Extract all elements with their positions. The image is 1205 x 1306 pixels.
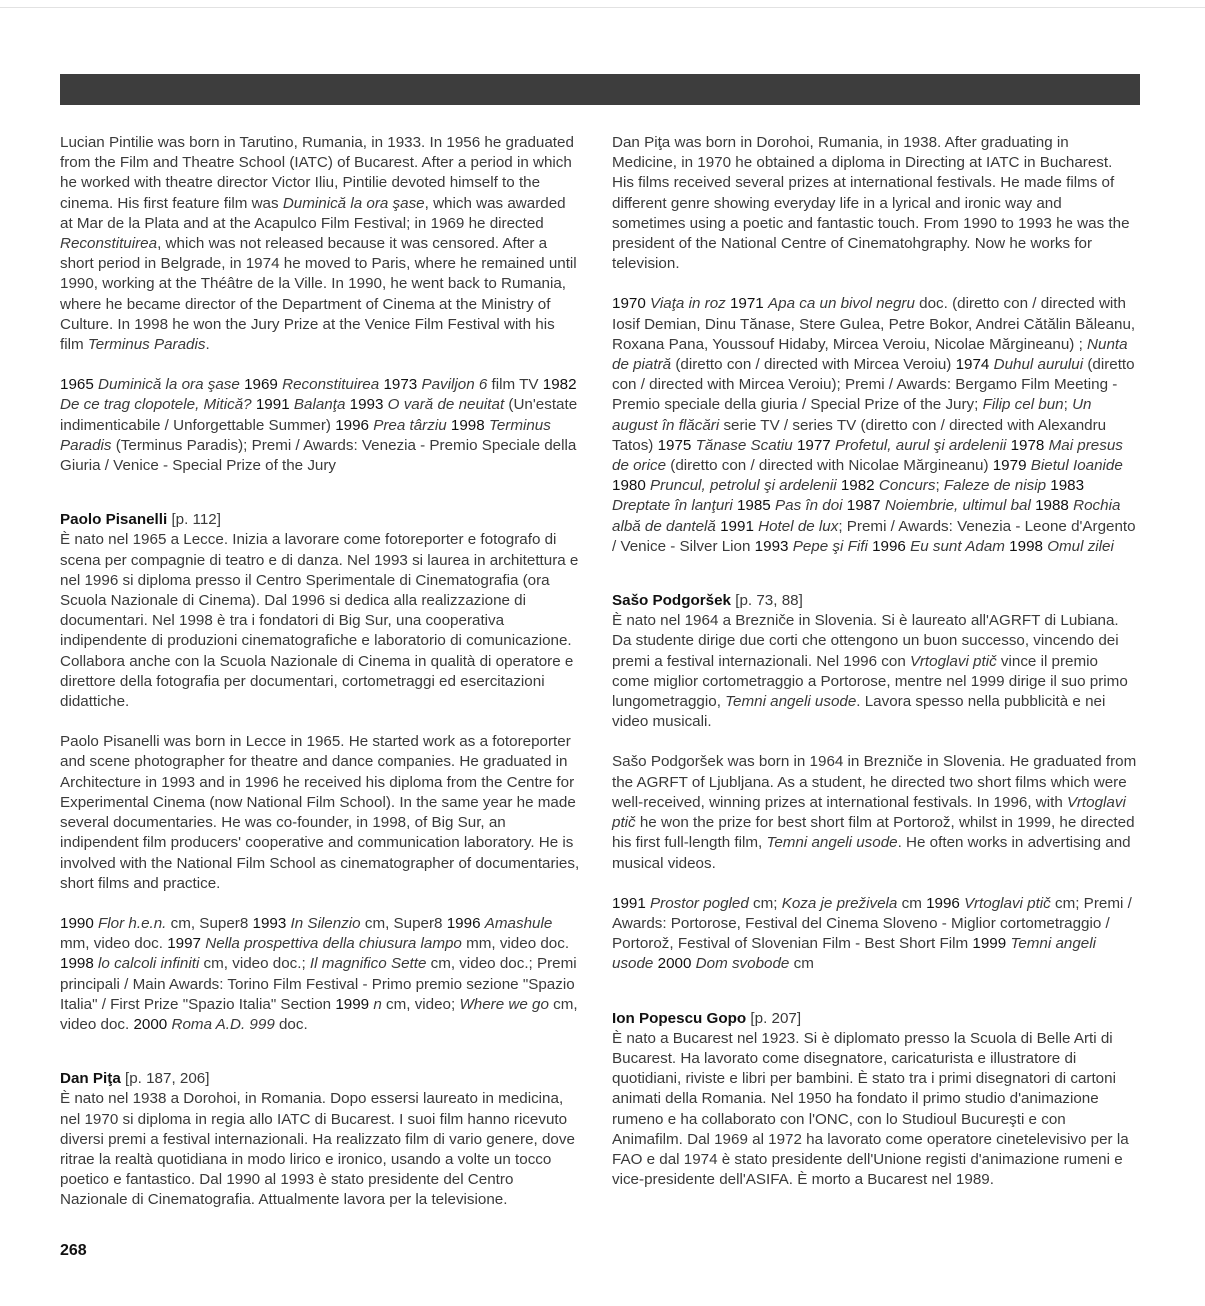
pita-bio-it: È nato nel 1938 a Dorohoi, in Romania. Dopo essersi laureato in medicina, nel 1970 si diploma in regia allo IATC di Bucarest. I suoi film hanno ricevuto diversi premi a festival internazionali. Ha realizzato film di vario genere, dove ritrae la realtà quotidiana in modo lirico e ironico, usando a volte un tocco poetico e fantastico. Dal 1990 al 1993 è stato presidente del Centro Nazionale di Cinematografia. Attualmente lavora per la televisione. — [60, 1090, 575, 1209]
director-name: Dan Piţa — [60, 1070, 121, 1088]
pisanelli-bio-it: È nato nel 1965 a Lecce. Inizia a lavorare come fotoreporter e fotografo di scena per compagnie di teatro e di danza. Nel 1993 si laurea in architettura e nel 1996 si diploma presso il Centro Sperimentale di Cinematografia (ora Scuola Nazionale di Cinema). Dal 1996 si dedica alla realizzazione di documentari. Nel 1998 è tra i fondatori di Big Sur, una cooperativa indipendente di produzioni cinematografiche e laboratorio di comunicazione. Collabora anche con la Scuola Nazionale di Cinema in qualità di operatore e direttore della fotografia per documentari, cortometraggi ed esercitazioni didattiche. — [60, 531, 579, 711]
pisanelli-bio-en: Paolo Pisanelli was born in Lecce in 1965. He started work as a fotoreporter and scene photographer for theatre and dance companies. He graduated in Architecture in 1993 and in 1996 he received his diploma from the Centre for Experimental Cinema (now National Film School). In the same year he made several documentaries. He was co-founder, in 1998, of Big Sur, an indipendent film producers' cooperative and communication laboratory. He is involved with the National Film School as cinematographer of documentaries, short films and practice. — [60, 733, 580, 892]
gopo-bio-it: È nato a Bucarest nel 1923. Si è diplomato presso la Scuola di Belle Arti di Bucarest. Ha lavorato come disegnatore, caricaturista e illustratore di quotidiani, riviste e libri per bambini. È stato tra i primi disegnatori di cartoni animati della Romania. Nel 1950 ha fondato il primo studio d'animazione rumeno e ha collaborato con l'ONC, con lo Studioul Bucureşti e con Animafilm. Dal 1969 al 1972 ha lavorato come operatore cinetelevisivo per la FAO e dal 1974 è stato presidente dell'Unione registi d'animazione rumeni e vice-presidente dell'ASIFA. È morto a Bucarest nel 1989. — [612, 1029, 1129, 1189]
page-reference: [p. 73, 88] — [735, 592, 803, 610]
page-reference: [p. 112] — [171, 511, 221, 529]
podgorsek-bio-en: Sašo Podgoršek was born in 1964 in Brezniče in Slovenia. He graduated from the AGRFT of Ljubljana. As a student, he directed two short films which were well-received, winning prizes at international festivals. In 1996, with Vrtoglavi ptič he won the prize for best short film at Portorož, whilst in 1999, he directed his first full-length film, Temni angeli usode. He often works in advertising and musical videos. — [612, 753, 1137, 872]
entry-heading-gopo — [612, 1009, 1137, 1029]
director-name: Sašo Podgoršek — [612, 592, 732, 610]
director-name: Paolo Pisanelli — [60, 511, 168, 529]
page-number: 268 — [60, 1242, 87, 1259]
pisanelli-filmography: 1990 Flor h.e.n. cm, Super8 1993 In Silenzio cm, Super8 1996 Amashule mm, video doc. 1997 Nella prospettiva della chiusura lampo mm, video doc. 1998 lo calcoli infiniti cm, video doc.; Il magnifico Sette cm, video doc.; Premi principali / Main Awards: Torino Film Festival - Primo premio sezione "Spazio Italia" / First Prize "Spazio Italia" Section 1999 n cm, video; Where we go cm, video doc. 2000 Roma A.D. 999 doc. — [60, 914, 578, 1033]
pita-bio-en: Dan Piţa was born in Dorohoi, Rumania, in 1938. After graduating in Medicine, in 1970 he obtained a diploma in Directing at IATC in Bucharest. His films received several prizes at international festivals. He made films of different genre showing everyday life in a lyrical and ironic way and sometimes using a poetic and fantastic touch. From 1990 to 1993 he was the president of the National Centre of Cinematohgraphy. Now he works for television. — [612, 134, 1130, 273]
left-column — [60, 133, 580, 1231]
page-reference: [p. 207] — [750, 1009, 802, 1027]
pintilie-filmography: 1965 Duminică la ora şase 1969 Reconstituirea 1973 Paviljon 6 film TV 1982 De ce trag clopotele, Mitică? 1991 Balanţa 1993 O vară de neuitat (Un'estate indimenticabile / Unforgettable Summer) 1996 Prea târziu 1998 Terminus Paradis (Terminus Paradis); Premi / Awards: Venezia - Premio Speciale della Giuria / Venice - Special Prize of the Jury — [60, 376, 578, 475]
entry-heading-podgorsek — [612, 591, 1137, 611]
page-top-rule — [0, 7, 1205, 8]
pintilie-bio-en: Lucian Pintilie was born in Tarutino, Rumania, in 1933. In 1956 he graduated from the Film and Theatre School (IATC) of Bucarest. After a period in which he worked with theatre director Victor Iliu, Pintilie devoted himself to the cinema. His first feature film was Duminică la ora şase, which was awarded at Mar de la Plata and at the Acapulco Film Festival; in 1969 he directed Reconstituirea, which was not released because it was censored. After a short period in Belgrade, in 1974 he moved to Paris, where he remained until 1990, working at the Théâtre de la Ville. In 1990, he went back to Rumania, where he became director of the Department of Cinema at the Ministry of Culture. In 1998 he won the Jury Prize at the Venice Film Festival with his film Terminus Paradis. — [60, 134, 577, 354]
entry-heading-pita — [60, 1069, 580, 1089]
pita-filmography: 1970 Viaţa in roz 1971 Apa ca un bivol negru doc. (diretto con / directed with Iosif Demian, Dinu Tănase, Stere Gulea, Petre Bokor, Andrei Cătălin Băleanu, Roxana Pana, Youssouf Hidaby, Mircea Veroiu, Nicolae Mărgineanu) ; Nunta de piatră (diretto con / directed with Mircea Veroiu) 1974 Duhul aurului (diretto con / directed with Mircea Veroiu); Premi / Awards: Bergamo Film Meeting - Premio speciale della giuria / Special Prize of the Jury; Filip cel bun; Un august în flăcări serie TV / series TV (diretto con / directed with Alexandru Tatos) 1975 Tănase Scatiu 1977 Profetul, aurul şi ardelenii 1978 Mai presus de orice (diretto con / directed with Nicolae Mărgineanu) 1979 Bietul Ioanide 1980 Pruncul, petrolul şi ardelenii 1982 Concurs; Faleze de nisip 1983 Dreptate în lanţuri 1985 Pas în doi 1987 Noiembrie, ultimul bal 1988 Rochia albă de dantelă 1991 Hotel de lux; Premi / Awards: Venezia - Leone d'Argento / Venice - Silver Lion 1993 Pepe şi Fifi 1996 Eu sunt Adam 1998 Omul zilei — [612, 295, 1136, 555]
podgorsek-filmography: 1991 Prostor pogled cm; Koza je preživela cm 1996 Vrtoglavi ptič cm; Premi / Awards: Portorose, Festival del Cinema Sloveno - Miglior cortometraggio / Portorož, Festival of Slovenian Film - Best Short Film 1999 Temni angeli usode 2000 Dom svobode cm — [612, 894, 1132, 973]
header-bar — [60, 74, 1140, 105]
page-reference: [p. 187, 206] — [125, 1070, 210, 1088]
director-name: Ion Popescu Gopo — [612, 1009, 747, 1027]
entry-heading-pisanelli — [60, 510, 580, 530]
right-column — [612, 133, 1137, 1210]
podgorsek-bio-it: È nato nel 1964 a Brezniče in Slovenia. Si è laureato all'AGRFT di Lubiana. Da studente dirige due corti che ottengono un buon successo, vincendo dei premi a festival internazionali. Nel 1996 con Vrtoglavi ptič vince il premio come miglior cortometraggio a Portorose, mentre nel 1999 dirige il suo primo lungometraggio, Temni angeli usode. Lavora spesso nella pubblicità e nei video musicali. — [612, 612, 1128, 731]
